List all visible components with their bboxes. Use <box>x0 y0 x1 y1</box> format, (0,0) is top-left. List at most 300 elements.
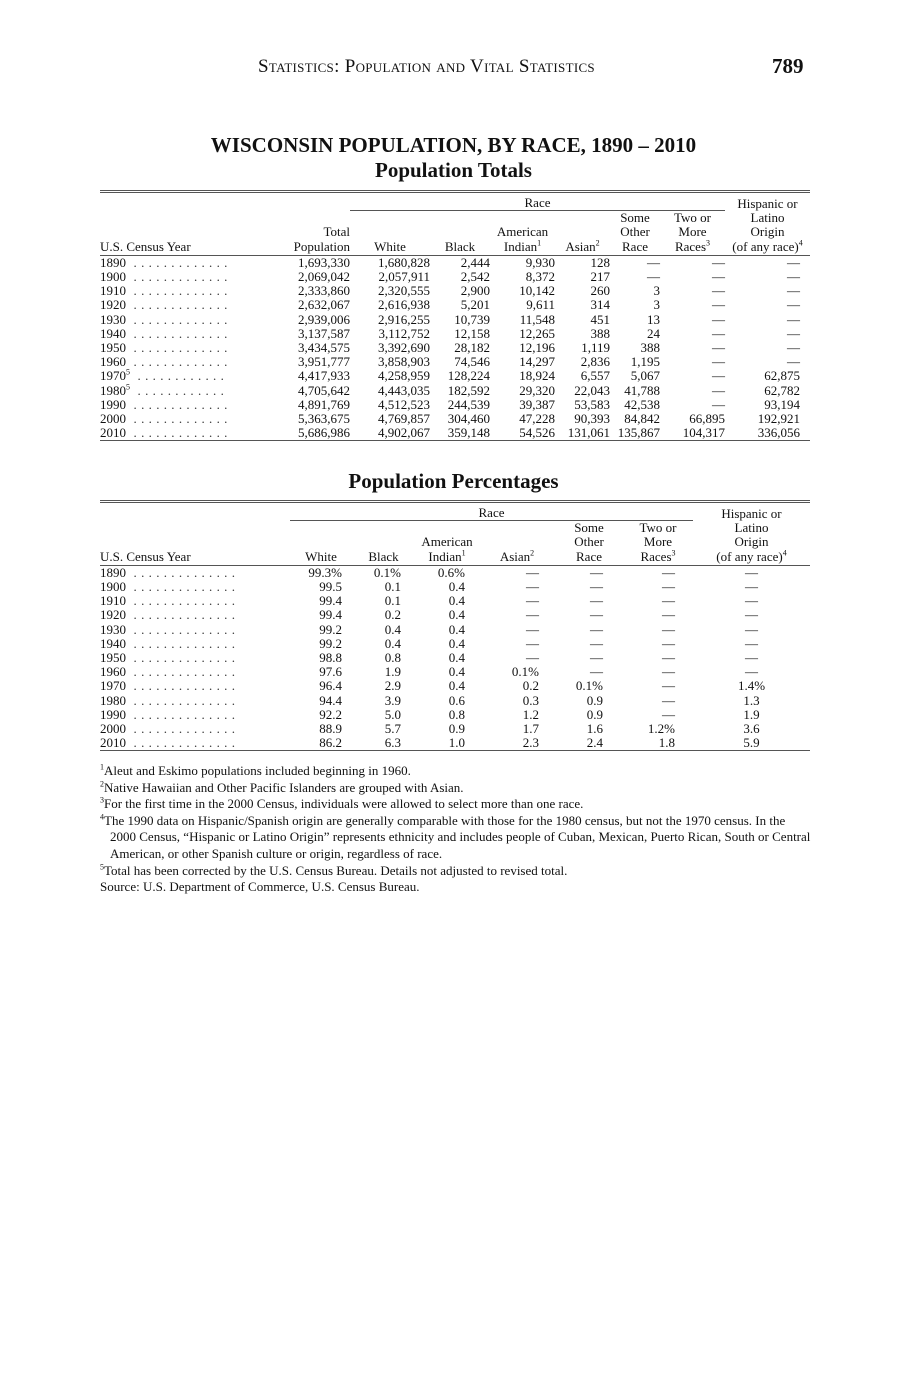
value-cell: 88.9 <box>319 721 342 737</box>
value-cell: — <box>662 664 675 680</box>
value-cell: 3 <box>653 297 660 313</box>
race-group-header <box>290 502 693 521</box>
value-cell: — <box>662 621 675 637</box>
year-cell <box>100 369 278 383</box>
year-cell <box>100 708 290 722</box>
value-cell: 0.1% <box>575 678 603 694</box>
value-cell: 5,686,986 <box>278 426 350 441</box>
year-cell <box>100 398 278 412</box>
value-cell: 1,119 <box>581 340 610 356</box>
leader-dots: .............. <box>126 580 240 595</box>
table-row <box>100 284 810 298</box>
column-header <box>610 211 660 226</box>
value-cell: — <box>590 650 603 666</box>
footnote-mark: 4 <box>100 812 104 822</box>
column-header-text: Latino <box>750 210 785 226</box>
running-header: Statistics: Population and Vital Statistics <box>258 56 595 77</box>
column-header <box>415 521 479 536</box>
year-cell <box>100 270 278 284</box>
value-cell: — <box>662 692 675 708</box>
value-cell: 3.6 <box>743 721 760 737</box>
page-number: 789 <box>772 54 804 78</box>
column-header <box>693 550 810 566</box>
census-year: 1980 <box>100 383 126 398</box>
value-cell: 128,224 <box>447 368 490 384</box>
leader-dots: .............. <box>126 651 240 666</box>
footnote <box>100 813 812 863</box>
value-cell: — <box>526 621 539 637</box>
value-cell: — <box>526 564 539 580</box>
value-cell: 54,526 <box>490 426 555 441</box>
value-cell: 4,258,959 <box>378 368 430 384</box>
column-header-text: Other <box>620 224 650 240</box>
year-cell <box>100 623 290 637</box>
value-cell: — <box>662 635 675 651</box>
footnote-ref: 5 <box>126 383 130 392</box>
table-row <box>100 708 810 722</box>
footnote-ref: 4 <box>798 238 803 248</box>
leader-dots: .............. <box>126 636 240 651</box>
value-cell: — <box>590 607 603 623</box>
table-row <box>100 327 810 341</box>
census-year: 1890 <box>100 565 126 580</box>
year-cell <box>100 608 290 622</box>
value-cell: — <box>745 564 758 580</box>
year-cell <box>100 679 290 693</box>
totals-subtitle: Population Totals <box>375 158 532 182</box>
value-cell: — <box>662 706 675 722</box>
column-header <box>479 535 555 549</box>
value-cell: — <box>787 254 800 270</box>
column-header <box>479 550 555 566</box>
header-spacer <box>100 502 290 521</box>
column-header-text: Race <box>622 238 648 254</box>
year-cell <box>100 651 290 665</box>
hispanic-header-line1: Hispanic or <box>693 502 810 521</box>
value-cell: — <box>526 579 539 595</box>
value-cell: 388 <box>590 325 610 341</box>
census-year: 1910 <box>100 284 126 299</box>
footnote-text: The 1990 data on Hispanic/Spanish origin are generally comparable with those for the 1980 census, but not the 1970 census. In the 2000 Census, “Hispanic or Latino Origin” represents ethnicity and includes people of Cuban, Mexican, Puerto Rican, South or Central American, or other Spanish culture or origin, regardless of race. <box>104 812 811 861</box>
year-cell <box>100 565 290 580</box>
header-row <box>100 225 810 239</box>
table-row <box>100 341 810 355</box>
value-cell: 84,842 <box>624 411 660 427</box>
value-cell: 0.4 <box>448 650 465 666</box>
census-year: 2000 <box>100 722 126 737</box>
column-header-text: (of any race) <box>732 238 799 254</box>
census-year: 1950 <box>100 341 126 356</box>
footnote-text: Aleut and Eskimo populations included beginning in 1960. <box>104 763 411 778</box>
column-header-text: White <box>374 238 406 254</box>
value-cell: 0.4 <box>448 678 465 694</box>
value-cell: 192,921 <box>757 411 800 427</box>
census-year: 1900 <box>100 580 126 595</box>
value-cell: 1.3 <box>743 692 760 708</box>
value-cell: 12,265 <box>519 325 555 341</box>
value-cell: 3,392,690 <box>378 340 430 356</box>
census-year: 1930 <box>100 312 126 327</box>
value-cell: — <box>787 269 800 285</box>
column-header <box>660 240 725 256</box>
footnote-ref: 4 <box>782 548 787 558</box>
value-cell: — <box>745 650 758 666</box>
value-cell: 2,616,938 <box>378 297 430 313</box>
leader-dots: .............. <box>126 679 240 694</box>
value-cell: 2,069,042 <box>298 269 350 285</box>
census-year: 1950 <box>100 651 126 666</box>
value-cell: 8,372 <box>525 269 555 285</box>
value-cell: 0.1 <box>384 579 401 595</box>
column-header <box>415 550 479 566</box>
column-header <box>350 225 430 239</box>
value-cell: 2,836 <box>580 354 610 370</box>
value-cell: 12,196 <box>519 340 555 356</box>
column-header <box>278 240 350 256</box>
column-header <box>430 211 490 226</box>
census-year: 2010 <box>100 426 126 441</box>
footnote-ref: 5 <box>126 369 130 378</box>
value-cell: — <box>526 607 539 623</box>
column-header <box>693 521 810 536</box>
value-cell: 0.2 <box>384 607 401 623</box>
value-cell: 10,739 <box>454 311 490 327</box>
value-cell: 47,228 <box>519 411 555 427</box>
year-cell <box>100 355 278 369</box>
column-header <box>555 535 623 549</box>
table-row <box>100 426 810 441</box>
header-row <box>100 502 810 521</box>
column-header <box>100 240 278 256</box>
value-cell: 2,333,860 <box>298 283 350 299</box>
value-cell: — <box>712 297 725 313</box>
value-cell: 3,858,903 <box>378 354 430 370</box>
value-cell: 62,782 <box>764 382 800 398</box>
value-cell: 42,538 <box>624 396 660 412</box>
leader-dots: ............. <box>126 270 232 285</box>
table-row <box>100 594 810 608</box>
value-cell: — <box>745 621 758 637</box>
value-cell: 62,875 <box>764 368 800 384</box>
census-year: 1980 <box>100 693 126 708</box>
value-cell: 0.4 <box>448 579 465 595</box>
value-cell: 0.1% <box>373 564 401 580</box>
column-header <box>352 521 415 536</box>
footnote-mark: 3 <box>100 795 104 805</box>
census-year: 1920 <box>100 298 126 313</box>
column-header-text: U.S. Census Year <box>100 548 191 564</box>
value-cell: — <box>590 621 603 637</box>
census-year: 1990 <box>100 707 126 722</box>
value-cell: 18,924 <box>519 368 555 384</box>
column-header <box>623 535 693 549</box>
column-header <box>100 535 290 549</box>
column-header-text: Black <box>368 548 399 564</box>
value-cell: — <box>712 382 725 398</box>
value-cell: — <box>590 579 603 595</box>
census-year: 1970 <box>100 679 126 694</box>
column-header-text: (of any race) <box>716 548 783 564</box>
table-row <box>100 722 810 736</box>
column-header-text: Races <box>674 238 707 254</box>
value-cell: 2.9 <box>384 678 401 694</box>
footnote <box>100 879 812 896</box>
value-cell: 217 <box>590 269 610 285</box>
header-row <box>100 521 810 536</box>
value-cell: 182,592 <box>447 382 490 398</box>
census-year: 1940 <box>100 326 126 341</box>
footnotes <box>100 763 812 896</box>
value-cell: 2,939,006 <box>298 311 350 327</box>
year-cell <box>100 637 290 651</box>
footnote-text: For the first time in the 2000 Census, individuals were allowed to select more than one race. <box>104 796 584 812</box>
census-year: 1960 <box>100 355 126 370</box>
column-header <box>430 225 490 239</box>
value-cell: 2,900 <box>460 283 490 299</box>
table-row <box>100 313 810 327</box>
value-cell: 9,930 <box>525 254 555 270</box>
value-cell: 0.4 <box>384 635 401 651</box>
value-cell: 13 <box>647 311 660 327</box>
value-cell: — <box>526 593 539 609</box>
document-title: WISCONSIN POPULATION, BY RACE, 1890 – 2010 <box>210 133 697 157</box>
value-cell: 0.4 <box>448 607 465 623</box>
value-cell: 94.4 <box>319 692 342 708</box>
value-cell: 22,043 <box>574 382 610 398</box>
column-header <box>555 550 623 566</box>
leader-dots: ............. <box>126 355 232 370</box>
value-cell: 5.9 <box>693 736 810 751</box>
value-cell: — <box>662 650 675 666</box>
value-cell: 1,693,330 <box>298 254 350 270</box>
column-header <box>100 225 278 239</box>
value-cell: 99.3% <box>308 564 342 580</box>
leader-dots: .............. <box>126 565 240 580</box>
value-cell: 314 <box>590 297 610 313</box>
value-cell: 131,061 <box>555 426 610 441</box>
column-header-text: Population <box>293 238 350 254</box>
footnote <box>100 863 812 880</box>
footnote <box>100 763 812 780</box>
column-header <box>352 535 415 549</box>
value-cell: 2,542 <box>460 269 490 285</box>
value-cell: 1.9 <box>384 664 401 680</box>
percentages-subtitle: Population Percentages <box>348 469 559 493</box>
value-cell: 28,182 <box>454 340 490 356</box>
column-header <box>555 225 610 239</box>
year-cell <box>100 580 290 594</box>
leader-dots: .............. <box>126 693 240 708</box>
value-cell: 11,548 <box>519 311 555 327</box>
value-cell: 90,393 <box>574 411 610 427</box>
value-cell: 4,769,857 <box>378 411 430 427</box>
value-cell: 6,557 <box>580 368 610 384</box>
value-cell: — <box>787 297 800 313</box>
column-header <box>352 550 415 566</box>
value-cell: — <box>647 269 660 285</box>
value-cell: 1.2% <box>647 721 675 737</box>
leader-dots: .............. <box>126 608 240 623</box>
value-cell: 3.9 <box>384 692 401 708</box>
value-cell: 5,363,675 <box>298 411 350 427</box>
table-row <box>100 398 810 412</box>
value-cell: 97.6 <box>319 664 342 680</box>
value-cell: — <box>712 283 725 299</box>
value-cell: 1.4% <box>737 678 766 694</box>
value-cell: — <box>662 579 675 595</box>
column-header <box>555 211 610 226</box>
value-cell: — <box>787 283 800 299</box>
census-year: 2000 <box>100 412 126 427</box>
value-cell: 5.0 <box>384 706 401 722</box>
year-cell <box>100 412 278 426</box>
footnote-mark: 2 <box>100 779 104 789</box>
value-cell: — <box>787 325 800 341</box>
column-header <box>100 550 290 566</box>
leader-dots: .............. <box>126 722 240 737</box>
value-cell: 0.9 <box>586 692 603 708</box>
value-cell: — <box>787 354 800 370</box>
column-header <box>725 225 810 239</box>
leader-dots: ............. <box>126 341 232 356</box>
year-cell <box>100 327 278 341</box>
table-row <box>100 255 810 270</box>
value-cell: — <box>662 678 675 694</box>
table-row <box>100 270 810 284</box>
table-row <box>100 384 810 398</box>
value-cell: 99.2 <box>319 621 342 637</box>
value-cell: 451 <box>590 311 610 327</box>
leader-dots: .............. <box>126 665 240 680</box>
value-cell: 74,546 <box>454 354 490 370</box>
column-header-text: Indian <box>428 548 462 564</box>
column-header-text: Origin <box>734 534 769 550</box>
race-group-header <box>350 192 725 211</box>
value-cell: 4,891,769 <box>298 396 350 412</box>
column-header <box>100 211 278 226</box>
leader-dots: ............ <box>130 383 229 398</box>
footnote <box>100 796 812 813</box>
value-cell: — <box>787 311 800 327</box>
column-header <box>100 521 290 536</box>
value-cell: 336,056 <box>725 426 810 441</box>
value-cell: 1.8 <box>623 736 693 751</box>
value-cell: — <box>712 340 725 356</box>
leader-dots: .............. <box>126 736 240 751</box>
value-cell: 0.3 <box>522 692 539 708</box>
value-cell: 5,067 <box>630 368 660 384</box>
value-cell: 1.7 <box>522 721 539 737</box>
table-row <box>100 608 810 622</box>
census-year: 1920 <box>100 608 126 623</box>
value-cell: 0.1 <box>384 593 401 609</box>
value-cell: 98.8 <box>319 650 342 666</box>
value-cell: 2,632,067 <box>298 297 350 313</box>
value-cell: — <box>745 607 758 623</box>
value-cell: — <box>787 340 800 356</box>
value-cell: — <box>712 396 725 412</box>
population-percentages-table <box>100 500 810 751</box>
value-cell: 29,320 <box>519 382 555 398</box>
population-totals-table <box>100 190 810 441</box>
census-year: 1970 <box>100 369 126 384</box>
census-year: 1930 <box>100 622 126 637</box>
footnote-ref: 1 <box>537 238 542 248</box>
value-cell: 3 <box>653 283 660 299</box>
column-header-text: Asian <box>565 238 596 254</box>
footnote-mark: 1 <box>100 762 104 772</box>
column-header <box>693 535 810 549</box>
value-cell: 135,867 <box>610 426 660 441</box>
year-cell <box>100 665 290 679</box>
table-row <box>100 665 810 679</box>
column-header <box>290 521 352 536</box>
value-cell: 0.4 <box>448 664 465 680</box>
value-cell: 9,611 <box>526 297 555 313</box>
year-cell <box>100 298 278 312</box>
value-cell: 0.4 <box>448 621 465 637</box>
value-cell: — <box>712 354 725 370</box>
column-header-text: Some <box>620 210 650 226</box>
header-row <box>100 240 810 256</box>
value-cell: 1.2 <box>522 706 539 722</box>
table-row <box>100 412 810 426</box>
leader-dots: ............. <box>126 255 232 270</box>
value-cell: 0.6 <box>448 692 465 708</box>
column-header-text: Two or <box>639 520 677 536</box>
value-cell: — <box>712 311 725 327</box>
table-row <box>100 355 810 369</box>
header-row <box>100 192 810 211</box>
value-cell: — <box>590 593 603 609</box>
value-cell: 304,460 <box>447 411 490 427</box>
value-cell: 10,142 <box>519 283 555 299</box>
census-year: 1990 <box>100 397 126 412</box>
value-cell: 3,112,752 <box>378 325 430 341</box>
column-header-text: More <box>643 534 673 550</box>
year-cell <box>100 384 278 398</box>
value-cell: — <box>712 368 725 384</box>
census-year: 1910 <box>100 594 126 609</box>
value-cell: 359,148 <box>430 426 490 441</box>
column-header-text: More <box>678 224 707 240</box>
footnote-ref: 2 <box>530 548 535 558</box>
value-cell: — <box>662 593 675 609</box>
value-cell: 96.4 <box>319 678 342 694</box>
header-row <box>100 550 810 566</box>
value-cell: 260 <box>590 283 610 299</box>
value-cell: — <box>662 607 675 623</box>
footnote-ref: 1 <box>461 548 466 558</box>
leader-dots: ............. <box>126 326 232 341</box>
header-spacer <box>100 192 350 211</box>
value-cell: — <box>526 650 539 666</box>
value-cell: 2,057,911 <box>378 269 430 285</box>
column-header-text: U.S. Census Year <box>100 238 191 254</box>
table-row <box>100 565 810 580</box>
table-row <box>100 298 810 312</box>
column-header <box>623 550 693 566</box>
value-cell: — <box>745 635 758 651</box>
value-cell: 0.4 <box>448 635 465 651</box>
value-cell: 1,195 <box>630 354 660 370</box>
leader-dots: ............. <box>126 312 232 327</box>
table-row <box>100 637 810 651</box>
column-header-text: Other <box>574 534 604 550</box>
column-header <box>430 240 490 256</box>
value-cell: 0.9 <box>586 706 603 722</box>
column-header-text: Latino <box>734 520 769 536</box>
